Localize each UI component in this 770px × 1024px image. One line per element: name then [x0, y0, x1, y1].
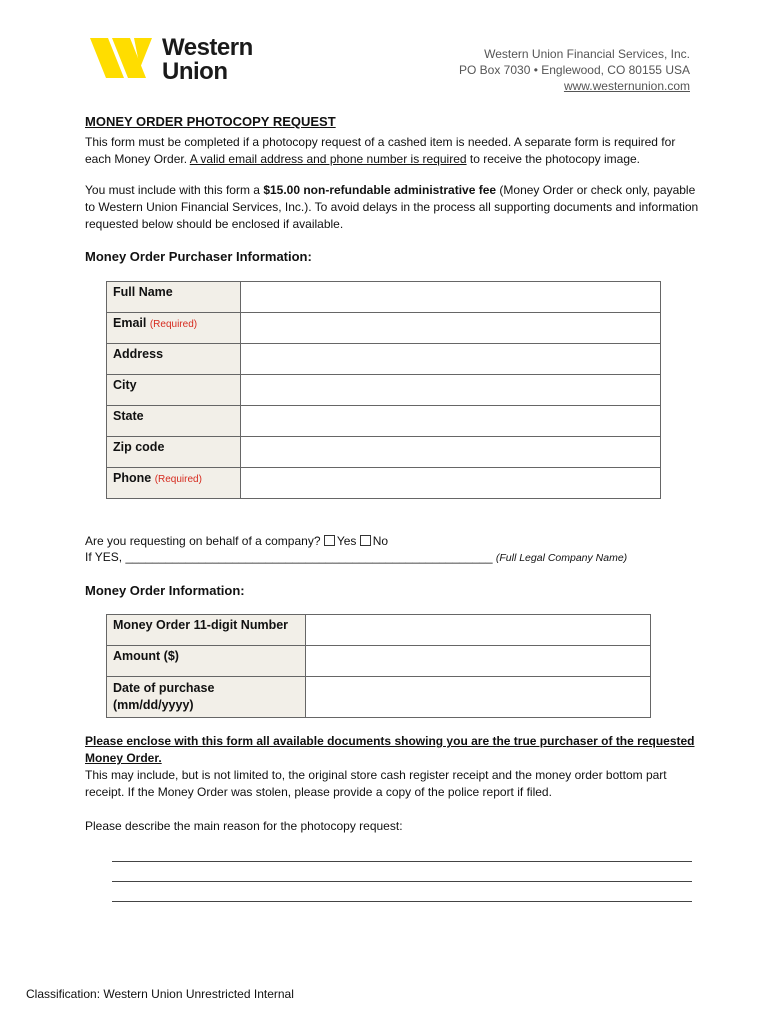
table-row: [107, 677, 651, 718]
enclose-heading: Please enclose with this form all available documents showing you are the true purchaser of the requested Money Order.: [85, 734, 695, 765]
field-label: Full Name: [107, 282, 241, 313]
table-row: [107, 344, 661, 375]
purchaser-heading: Money Order Purchaser Information:: [85, 249, 312, 264]
address-input[interactable]: [241, 344, 661, 375]
yes-checkbox[interactable]: [324, 535, 335, 546]
company-address: [459, 46, 690, 94]
phone-input[interactable]: [241, 468, 661, 499]
no-checkbox[interactable]: [360, 535, 371, 546]
company-name-field[interactable]: If YES, _______________________________________________________: [85, 550, 493, 564]
logo-line1: Western: [162, 34, 253, 61]
company-name-line: [85, 549, 700, 567]
yes-label: Yes: [336, 534, 357, 548]
intro-text-end: to receive the photocopy image.: [466, 152, 641, 166]
field-label: Address: [107, 344, 241, 375]
fee-amount: $15.00 non-refundable administrative fee: [263, 183, 497, 197]
western-union-logo: [90, 36, 270, 84]
address-line2: PO Box 7030 • Englewood, CO 80155 USA: [458, 63, 690, 77]
purchaser-table: [106, 281, 661, 499]
phone-label: Phone: [113, 471, 152, 485]
table-row: [107, 468, 661, 499]
field-label: Money Order 11-digit Number: [107, 615, 306, 646]
logo-wordmark: [162, 36, 253, 84]
money-order-number-input[interactable]: [306, 615, 651, 646]
requirement-note: A valid email address and phone number is required: [189, 152, 467, 166]
address-line1: Western Union Financial Services, Inc.: [484, 47, 690, 61]
reason-line[interactable]: [112, 862, 692, 882]
company-question: [85, 533, 700, 550]
required-tag: (Required): [149, 319, 198, 330]
logo-line2: Union: [162, 58, 228, 85]
fee-text: You must include with this form a: [85, 183, 264, 197]
field-label: City: [107, 375, 241, 406]
table-row: [107, 375, 661, 406]
date-format-label: (mm/dd/yyyy): [113, 698, 194, 712]
classification-footer: Classification: Western Union Unrestricted Internal: [26, 987, 294, 1001]
date-label: Date of purchase: [113, 681, 215, 695]
intro-paragraph-2: [85, 182, 700, 233]
company-question-text: Are you requesting on behalf of a company?: [85, 534, 321, 548]
reason-line[interactable]: [112, 882, 692, 902]
full-name-input[interactable]: [241, 282, 661, 313]
reason-lines[interactable]: [112, 842, 692, 902]
field-label: State: [107, 406, 241, 437]
required-tag: (Required): [154, 474, 202, 485]
intro-paragraph-1: [85, 134, 700, 168]
table-row: [107, 313, 661, 344]
city-input[interactable]: [241, 375, 661, 406]
table-row: [107, 406, 661, 437]
money-order-heading: Money Order Information:: [85, 583, 245, 598]
amount-input[interactable]: [306, 646, 651, 677]
no-label: No: [372, 534, 389, 548]
state-input[interactable]: [241, 406, 661, 437]
money-order-table: [106, 614, 651, 718]
zip-code-input[interactable]: [241, 437, 661, 468]
email-input[interactable]: [241, 313, 661, 344]
table-row: [107, 437, 661, 468]
website-link[interactable]: www.westernunion.com: [563, 79, 690, 93]
reason-line[interactable]: [112, 842, 692, 862]
table-row: [107, 282, 661, 313]
enclose-instructions: [85, 733, 695, 801]
page-title: MONEY ORDER PHOTOCOPY REQUEST: [85, 114, 336, 129]
table-row: [107, 615, 651, 646]
field-label: [107, 677, 306, 718]
company-name-hint: (Full Legal Company Name): [495, 552, 628, 564]
fee-text-end: (Money Order or check only, payable to Western Union Financial Services, Inc.). To avoid delays in the process all supporting documents and information requested below should be enclosed if available.: [85, 183, 699, 231]
reason-prompt: Please describe the main reason for the photocopy request:: [85, 819, 403, 833]
field-label: Zip code: [107, 437, 241, 468]
field-label: [107, 468, 241, 499]
enclose-text: This may include, but is not limited to, the original store cash register receipt and the money order bottom part receipt. If the Money Order was stolen, please provide a copy of the police report if filed.: [85, 768, 667, 799]
purchase-date-input[interactable]: [306, 677, 651, 718]
wu-logo-mark-icon: [90, 36, 156, 80]
intro-text: This form must be completed if a photocopy request of a cashed item is needed. A separate form is required for each Money Order.: [85, 135, 676, 166]
email-label: Email: [113, 316, 147, 330]
field-label: Amount ($): [107, 646, 306, 677]
table-row: [107, 646, 651, 677]
field-label: [107, 313, 241, 344]
